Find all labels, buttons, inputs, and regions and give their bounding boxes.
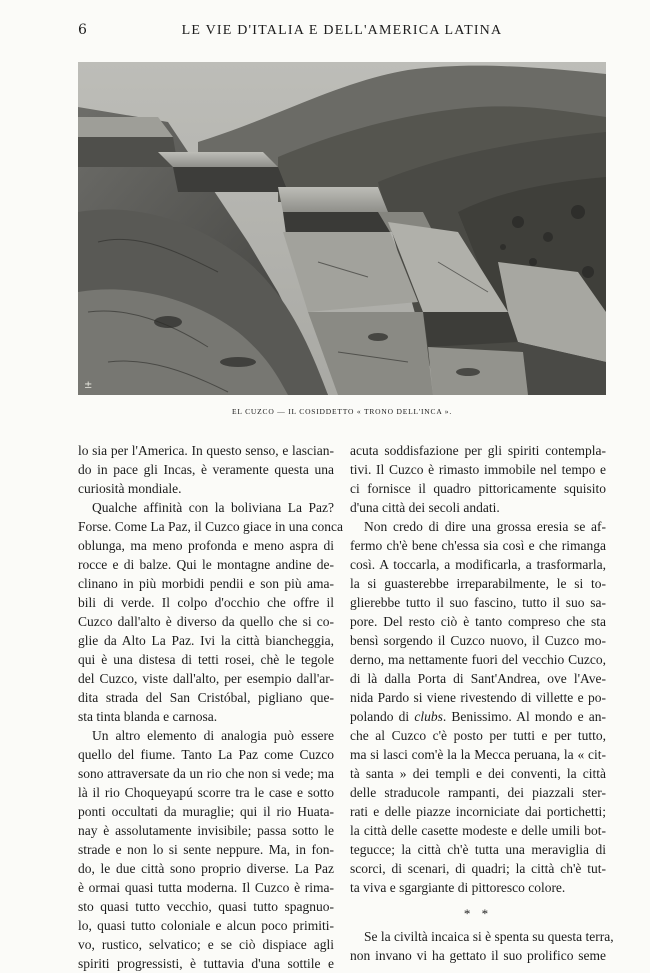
text-line: ci fornisce il quadro pittoricamente squisito [350, 481, 606, 496]
text-line: Forse. Come La Paz, il Cuzco giace in una conca [78, 519, 344, 534]
text-line: Non credo di dire una grossa eresia se af- [364, 519, 606, 534]
text-line: ponti occultati da muraglie; qui il rio Huata- [78, 804, 334, 819]
text-line: glie da Alto La Paz. Ivi la città biancheggia, [78, 633, 334, 648]
figure-caption: EL CUZCO — IL COSIDDETTO « TRONO DELL'INCA ». [231, 407, 453, 416]
text-line: bili di verde. Il colpo d'occhio che offre il [78, 595, 334, 610]
text-line: scorci, di scenari, di quadri; la città ch'è tut- [350, 861, 606, 876]
text-line: sto quasi tutto vecchio, quasi tutto spagnuo- [78, 899, 334, 914]
text-line: qui è una distesa di tetti rosei, chè le tegole [78, 652, 334, 667]
text-line: dita strada del San Cristóbal, pigliano que- [78, 690, 334, 705]
text-line: clinano in più morbidi pendii e son più ama- [78, 576, 334, 591]
page-number: 6 [78, 22, 87, 38]
text-line: strade e non lo si sente neppure. Ma, in fon- [78, 842, 334, 857]
text-line: che al Cuzco c'è posto per tutti e per tutto, [350, 728, 606, 743]
text-line: pore. Del resto ciò è tanto compreso che sta [350, 614, 606, 629]
text-line: derno, ma nettamente fuori del vecchio Cuzco, [350, 652, 606, 667]
text-line: non invano vi ha gettato il suo prolifico seme [350, 948, 606, 963]
text-line: lo sia per l'America. In questo senso, e lascian- [78, 443, 334, 458]
text-line: tivi. Il Cuzco è rimasto immobile nel tempo e [350, 462, 606, 477]
right-column [350, 441, 614, 965]
text-line: do in pace gli Incas, è veramente questa una [78, 462, 334, 477]
text-line: glierebbe tutto il suo fascino, tutto il suo sa- [350, 595, 606, 610]
photographer-mark: ± [84, 380, 93, 391]
text-line: tà santa » dei templi e dei conventi, la città [350, 766, 606, 781]
text-line: sta tinta blanda e carnosa. [78, 709, 218, 724]
section-separator: * * [463, 906, 493, 921]
text-line: oblunga, ma meno profonda e meno aspra di [78, 538, 334, 553]
text-line: rati e delle piazze incorniciate dai portichetti; [350, 804, 606, 819]
text-line: del Cuzco, viste dall'alto, per esempio dall'ar- [78, 671, 334, 686]
text-line: Un altro elemento di analogia può essere [92, 728, 334, 743]
text-line: delle straducole rampanti, dei piazzali ster- [350, 785, 606, 800]
text-line: nida Pardo si viene rivestendo di villette e po- [350, 690, 606, 705]
text-line: lo, quasi tutto coloniale e alcun poco primiti- [78, 918, 334, 933]
text-line: di là dalla Porta di Sant'Andrea, ove l'Ave- [350, 671, 606, 686]
text-line: fermo ch'è bene ch'essa sia così e che rimanga [350, 538, 606, 553]
clubs-before: polando di [350, 709, 415, 724]
text-line: quello del fiume. Tanto La Paz come Cuzco [78, 747, 334, 762]
text-line: tegucce; la città ch'è tutta una meraviglia di [350, 842, 606, 857]
clubs-italic: clubs [414, 709, 443, 724]
text-line: ta viva e sgargiante di pittoresco colore. [350, 880, 566, 895]
text-line-clubs [350, 707, 606, 726]
text-line: rocce e di balze. Qui le montagne andine de- [78, 557, 334, 572]
clubs-after: . Benissimo. Al mondo e an- [442, 709, 606, 724]
text-line: do, le due città sono proprio diverse. La Paz [78, 861, 334, 876]
running-title: LE VIE D'ITALIA E DELL'AMERICA LATINA [181, 23, 503, 38]
text-line: curiosità mondiale. [78, 481, 182, 496]
text-line: sono attraversate da un rio che non si vede; ma [78, 766, 334, 781]
left-column [78, 441, 344, 973]
text-line: spiriti progressisti, è tuttavia d'una sottile e [78, 956, 334, 971]
running-header [78, 22, 606, 44]
text-line: la città delle casette modeste e delle umili bot- [350, 823, 606, 838]
text-line: è ormai quasi tutta moderna. Il Cuzco è rima- [78, 880, 334, 895]
text-line: d'una città dei secoli andati. [350, 500, 500, 515]
text-line: Cuzco dall'alto è diverso da quello che si co- [78, 614, 334, 629]
text-line: acuta soddisfazione per gli spiriti contempla- [350, 443, 606, 458]
text-line: vo, rustico, selvatico; e se ciò dispiace agli [78, 937, 334, 952]
text-line: la si guasterebbe irreparabilmente, le si to- [350, 576, 606, 591]
text-line: bensì sorgendo il Cuzco nuovo, il Cuzco mo- [350, 633, 606, 648]
text-line: là il rio Choqueyapú scorre tra le case e sotto [78, 785, 334, 800]
text-line: ma si lasci com'è la la Mecca peruana, la « cit- [350, 747, 606, 762]
photograph-inca-throne [78, 62, 606, 395]
text-line: Se la civiltà incaica si è spenta su questa terra, [364, 929, 614, 944]
text-line: nay è assolutamente invisibile; passa sotto le [78, 823, 334, 838]
text-line: così. A toccarla, a modificarla, a trasformarla, [350, 557, 606, 572]
text-line: Qualche affinità con la boliviana La Paz? [92, 500, 334, 515]
